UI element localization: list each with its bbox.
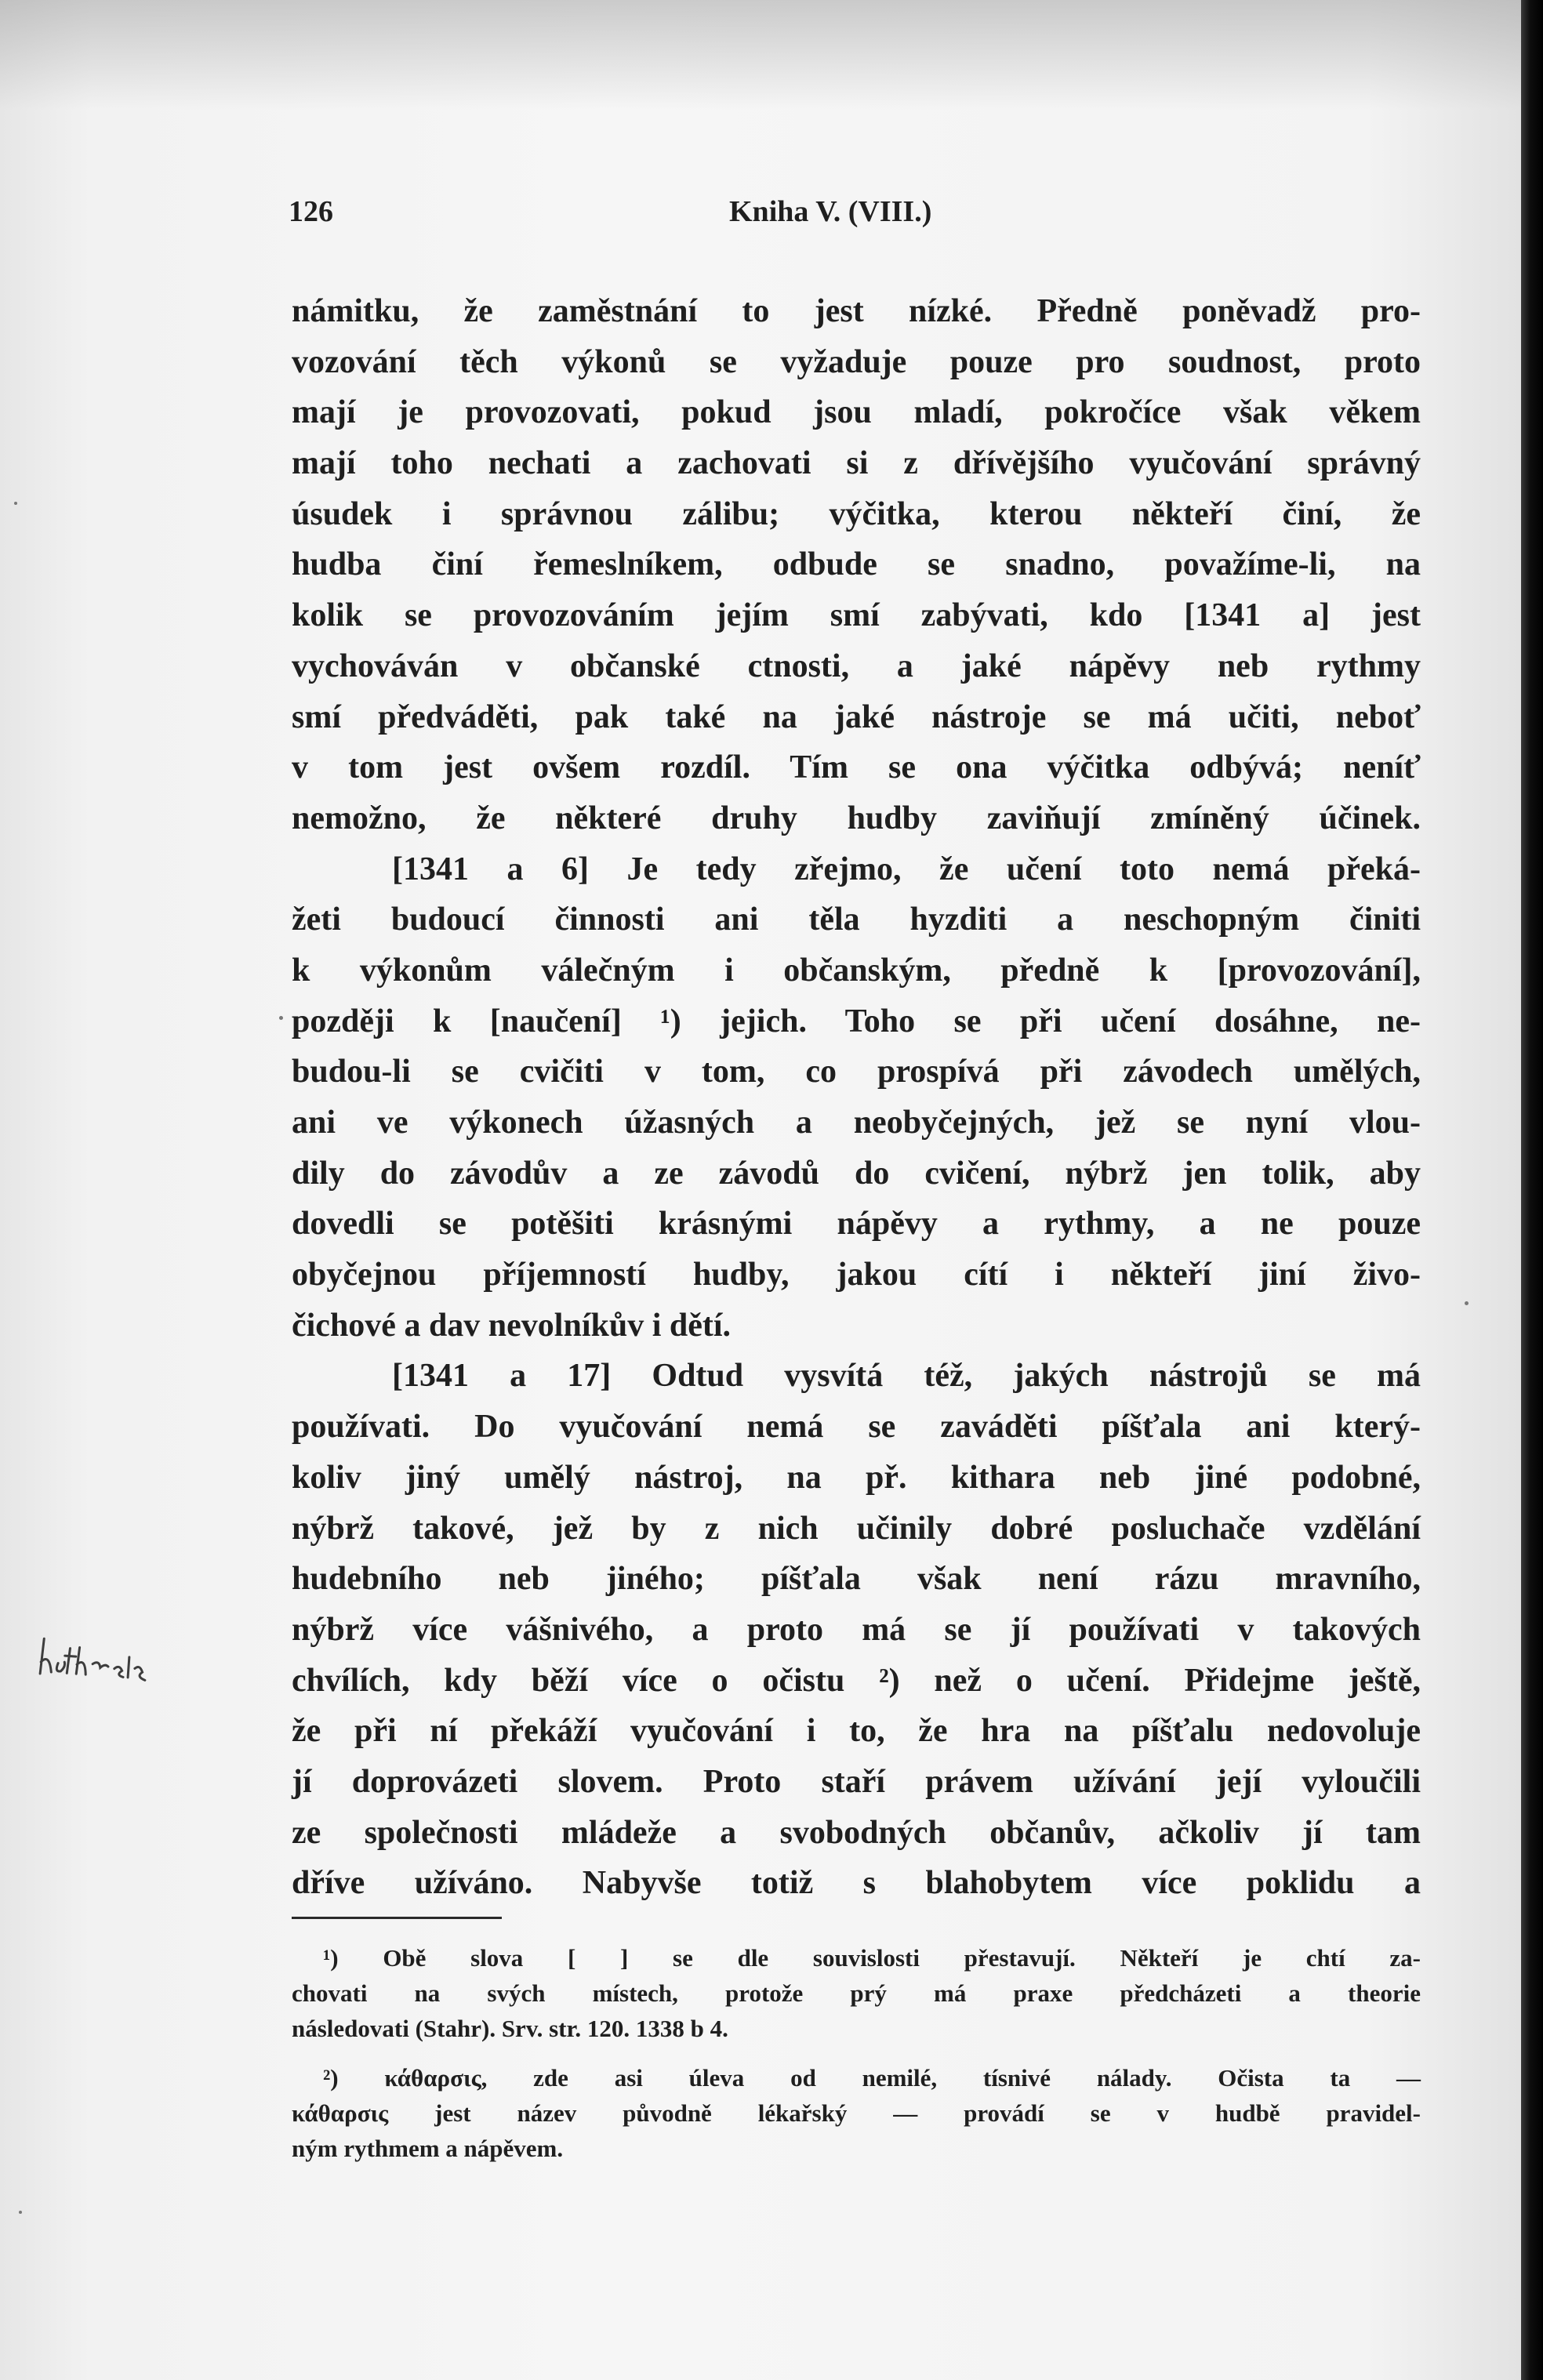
text-line: mají je provozovati, pokud jsou mladí, pokročíce však věkem: [292, 394, 1421, 431]
footnote-line: chovati na svých místech, protože prý má praxe předcházeti a theorie: [292, 1979, 1421, 2007]
footnote-line: κάθαρσις jest název původně lékařský — provádí se v hudbě pravidel-: [292, 2099, 1421, 2127]
text-line: že při ní překáží vyučování i to, že hra na píšťalu nedovoluje: [292, 1713, 1421, 1750]
text-line: dovedli se potěšiti krásnými nápěvy a rythmy, a ne pouze: [292, 1206, 1421, 1243]
handwriting-scribble: [36, 1631, 158, 1693]
text-line: budou-li se cvičiti v tom, co prospívá při závodech umělých,: [292, 1054, 1421, 1090]
text-line: hudebního neb jiného; píšťala však není rázu mravního,: [292, 1561, 1421, 1598]
main-text: [292, 286, 1421, 1909]
text-line: [1341 a 6] Je tedy zřejmo, že učení toto nemá překá-: [392, 851, 1421, 887]
text-line: námitku, že zaměstnání to jest nízké. Předně poněvadž pro-: [292, 293, 1421, 329]
scan-edge: [1521, 0, 1543, 2380]
text-line: mají toho nechati a zachovati si z dřívějšího vyučování správný: [292, 445, 1421, 482]
text-line: nýbrž takové, jež by z nich učinily dobré posluchače vzdělání: [292, 1510, 1421, 1547]
scan-speck: [19, 2211, 22, 2214]
text-line: chvílích, kdy běží více o očistu ²) než o učení. Přidejme ještě,: [292, 1662, 1421, 1699]
text-line: obyčejnou příjemností hudby, jakou cítí i někteří jiní živo-: [292, 1257, 1421, 1293]
footnote-line: ¹) Obě slova [ ] se dle souvislosti přestavují. Někteří je chtí za-: [323, 1944, 1421, 1972]
page-header: [0, 194, 1521, 241]
footnote-rule: [292, 1917, 502, 1919]
scan-speck: [279, 1016, 283, 1020]
text-line: ze společnosti mládeže a svobodných občanův, ačkoliv jí tam: [292, 1814, 1421, 1851]
footnote-line: následovati (Stahr). Srv. str. 120. 1338 b 4.: [292, 2015, 728, 2042]
text-line: k výkonům válečným i občanským, předně k [provozování],: [292, 952, 1421, 989]
text-line: jí doprovázeti slovem. Proto staří právem užívání její vyloučili: [292, 1763, 1421, 1800]
text-line: v tom jest ovšem rozdíl. Tím se ona výčitka odbývá; neníť: [292, 749, 1421, 786]
handwritten-margin-note: [35, 1631, 157, 1701]
text-line: používati. Do vyučování nemá se zaváděti píšťala ani který-: [292, 1409, 1421, 1446]
page-number: 126: [289, 195, 333, 228]
scan-shadow: [0, 0, 1521, 110]
text-line: [1341 a 17] Odtud vysvítá též, jakých nástrojů se má: [392, 1358, 1421, 1395]
text-line: kolik se provozováním jejím smí zabývati, kdo [1341 a] jest: [292, 597, 1421, 634]
text-line: úsudek i správnou zálibu; výčitka, kterou někteří činí, že: [292, 495, 1421, 532]
text-line: nýbrž více vášnivého, a proto má se jí používati v takových: [292, 1611, 1421, 1648]
text-line: dily do závodův a ze závodů do cvičení, nýbrž jen tolik, aby: [292, 1155, 1421, 1192]
text-line: smí předváděti, pak také na jaké nástroje se má učiti, neboť: [292, 698, 1421, 735]
scan-speck: [14, 502, 17, 505]
text-line: koliv jiný umělý nástroj, na př. kithara neb jiné podobné,: [292, 1459, 1421, 1496]
footnote-line: ným rythmem a nápěvem.: [292, 2135, 564, 2162]
footnote-line: ²) κάθαρσις, zde asi úleva od nemilé, tísnivé nálady. Očista ta —: [323, 2064, 1421, 2092]
text-line: vozování těch výkonů se vyžaduje pouze pro soudnost, proto: [292, 343, 1421, 380]
text-line: vychováván v občanské ctnosti, a jaké nápěvy neb rythmy: [292, 648, 1421, 684]
text-line: žeti budoucí činnosti ani těla hyzditi a neschopným činiti: [292, 902, 1421, 938]
text-line: dříve užíváno. Nabyvše totiž s blahobytem více poklidu a: [292, 1865, 1421, 1902]
text-line: hudba činí řemeslníkem, odbude se snadno, považíme-li, na: [292, 546, 1421, 583]
scan-speck: [1465, 1301, 1469, 1305]
text-line: později k [naučení] ¹) jejich. Toho se při učení dosáhne, ne-: [292, 1003, 1421, 1039]
text-line: čichové a dav nevolníkův i dětí.: [292, 1307, 732, 1344]
text-line: nemožno, že některé druhy hudby zaviňují zmíněný účinek.: [292, 800, 1421, 836]
footnotes: [292, 1940, 1421, 2166]
running-head: Kniha V. (VIII.): [729, 195, 932, 228]
text-line: ani ve výkonech úžasných a neobyčejných, jež se nyní vlou-: [292, 1105, 1421, 1141]
